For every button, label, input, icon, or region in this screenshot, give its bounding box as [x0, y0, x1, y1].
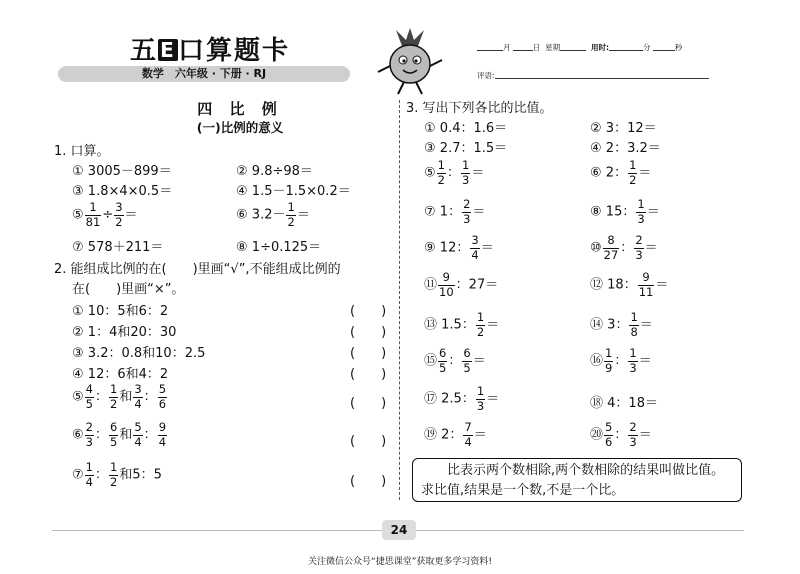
q3-item: ⑱ 4：18＝ [590, 396, 658, 411]
q2-item: ⑦ $\frac{1}{4}$ ： $\frac{1}{2}$ 和5：5 [72, 460, 162, 489]
q2-title-line1: 2. 能组成比例的在( )里画“√”,不能组成比例的 [54, 262, 341, 277]
q1-item: ⑤ $\frac{1}{81}$ ÷ $\frac{3}{2}$ ＝ [72, 200, 138, 229]
ratio-note-box: 比表示两个数相除,两个数相除的结果叫做比值。求比值,结果是一个数,不是一个比。 [412, 458, 742, 502]
q1-title: 1. 口算。 [54, 144, 110, 159]
q1-item: ② 9.8÷98＝ [236, 164, 313, 179]
q3-item: ⑦ 1： $\frac{2}{3}$ ＝ [424, 197, 486, 226]
q3-item: ⑩ $\frac{8}{27}$ ： $\frac{2}{3}$ ＝ [590, 233, 658, 262]
q3-item: ① 0.4：1.6＝ [424, 121, 508, 136]
q3-title: 3. 写出下列各比的比值。 [406, 101, 553, 116]
section-title: 四 比 例 [197, 100, 283, 118]
q1-item: ④ 1.5－1.5×0.2＝ [236, 184, 351, 199]
q1-item: ① 3005－899＝ [72, 164, 172, 179]
answer-paren[interactable]: ( ) [350, 396, 387, 411]
answer-paren[interactable]: ( ) [350, 474, 387, 489]
q2-item: ④ 12：6和4：2 [72, 367, 169, 382]
q2-item: ③ 3.2：0.8和10：2.5 [72, 346, 206, 361]
comment-input[interactable] [495, 70, 709, 79]
q3-item: ⑯ $\frac{1}{9}$ ： $\frac{1}{3}$ ＝ [590, 346, 652, 375]
day-field[interactable] [513, 42, 533, 51]
q3-item: ② 3：12＝ [590, 121, 657, 136]
weekday-field[interactable] [560, 42, 586, 51]
q3-item: ⑪ $\frac{9}{10}$ ：27＝ [424, 270, 499, 299]
q2-item: ② 1：4和20：30 [72, 325, 177, 340]
q1-item: ⑧ 1÷0.125＝ [236, 240, 322, 255]
date-time-fields: 月 日 星期 用时: 分 秒 [477, 42, 682, 53]
q3-item: ④ 2：3.2＝ [590, 141, 661, 156]
comment-field: 评语: [477, 70, 709, 81]
page-number: 24 [382, 520, 416, 540]
answer-paren[interactable]: ( ) [350, 346, 387, 361]
q3-item: ⑥ 2： $\frac{1}{2}$ ＝ [590, 158, 652, 187]
q3-item: ⑤ $\frac{1}{2}$ ： $\frac{1}{3}$ ＝ [424, 158, 485, 187]
answer-paren[interactable]: ( ) [350, 434, 387, 449]
brand-letter: E [158, 39, 178, 61]
brand-prefix: 五 [130, 36, 159, 66]
seconds-field[interactable] [653, 42, 675, 51]
q3-item: ⑳ $\frac{5}{6}$ ： $\frac{2}{3}$ ＝ [590, 420, 652, 449]
brand-suffix: 口算题卡 [178, 36, 291, 66]
q3-item: ⑨ 12： $\frac{3}{4}$ ＝ [424, 233, 494, 262]
q1-item: ⑥ 3.2－ $\frac{1}{2}$ ＝ [236, 200, 310, 229]
section-subtitle: (一)比例的意义 [196, 120, 284, 135]
subject-bar: 数学 六年级 · 下册 · RJ [58, 66, 350, 82]
q3-item: ⑧ 15： $\frac{1}{3}$ ＝ [590, 197, 660, 226]
q3-item: ⑫ 18： $\frac{9}{11}$ ＝ [590, 270, 669, 299]
q3-item: ⑰ 2.5： $\frac{1}{3}$ ＝ [424, 384, 500, 413]
q1-item: ⑦ 578＋211＝ [72, 240, 164, 255]
radish-mascot-icon [370, 26, 450, 98]
q3-item: ⑮ $\frac{6}{5}$ ： $\frac{6}{5}$ ＝ [424, 346, 486, 375]
q3-item: ⑬ 1.5： $\frac{1}{2}$ ＝ [424, 310, 500, 339]
minutes-field[interactable] [609, 42, 643, 51]
q2-item: ⑥ $\frac{2}{3}$ ： $\frac{6}{5}$ 和 $\frac{5}{4}$ ： $\frac{9}{4}$ [72, 420, 167, 449]
q3-item: ⑭ 3： $\frac{1}{8}$ ＝ [590, 310, 653, 339]
q2-item: ⑤ $\frac{4}{5}$ ： $\frac{1}{2}$ 和 $\frac{3}{4}$ ： $\frac{5}{6}$ [72, 382, 167, 411]
q1-item: ③ 1.8×4×0.5＝ [72, 184, 173, 199]
q3-item: ⑲ 2： $\frac{7}{4}$ ＝ [424, 420, 487, 449]
q2-title-line2: 在( )里画“×”。 [72, 282, 185, 297]
column-divider [399, 100, 400, 500]
q2-item: ① 10：5和6：2 [72, 304, 169, 319]
brand-title [130, 30, 290, 67]
footer-text: 关注微信公众号“捷思课堂”获取更多学习资料! [308, 557, 492, 567]
answer-paren[interactable]: ( ) [350, 367, 387, 382]
answer-paren[interactable]: ( ) [350, 304, 387, 319]
month-field[interactable] [477, 42, 503, 51]
q3-item: ③ 2.7：1.5＝ [424, 141, 508, 156]
answer-paren[interactable]: ( ) [350, 325, 387, 340]
